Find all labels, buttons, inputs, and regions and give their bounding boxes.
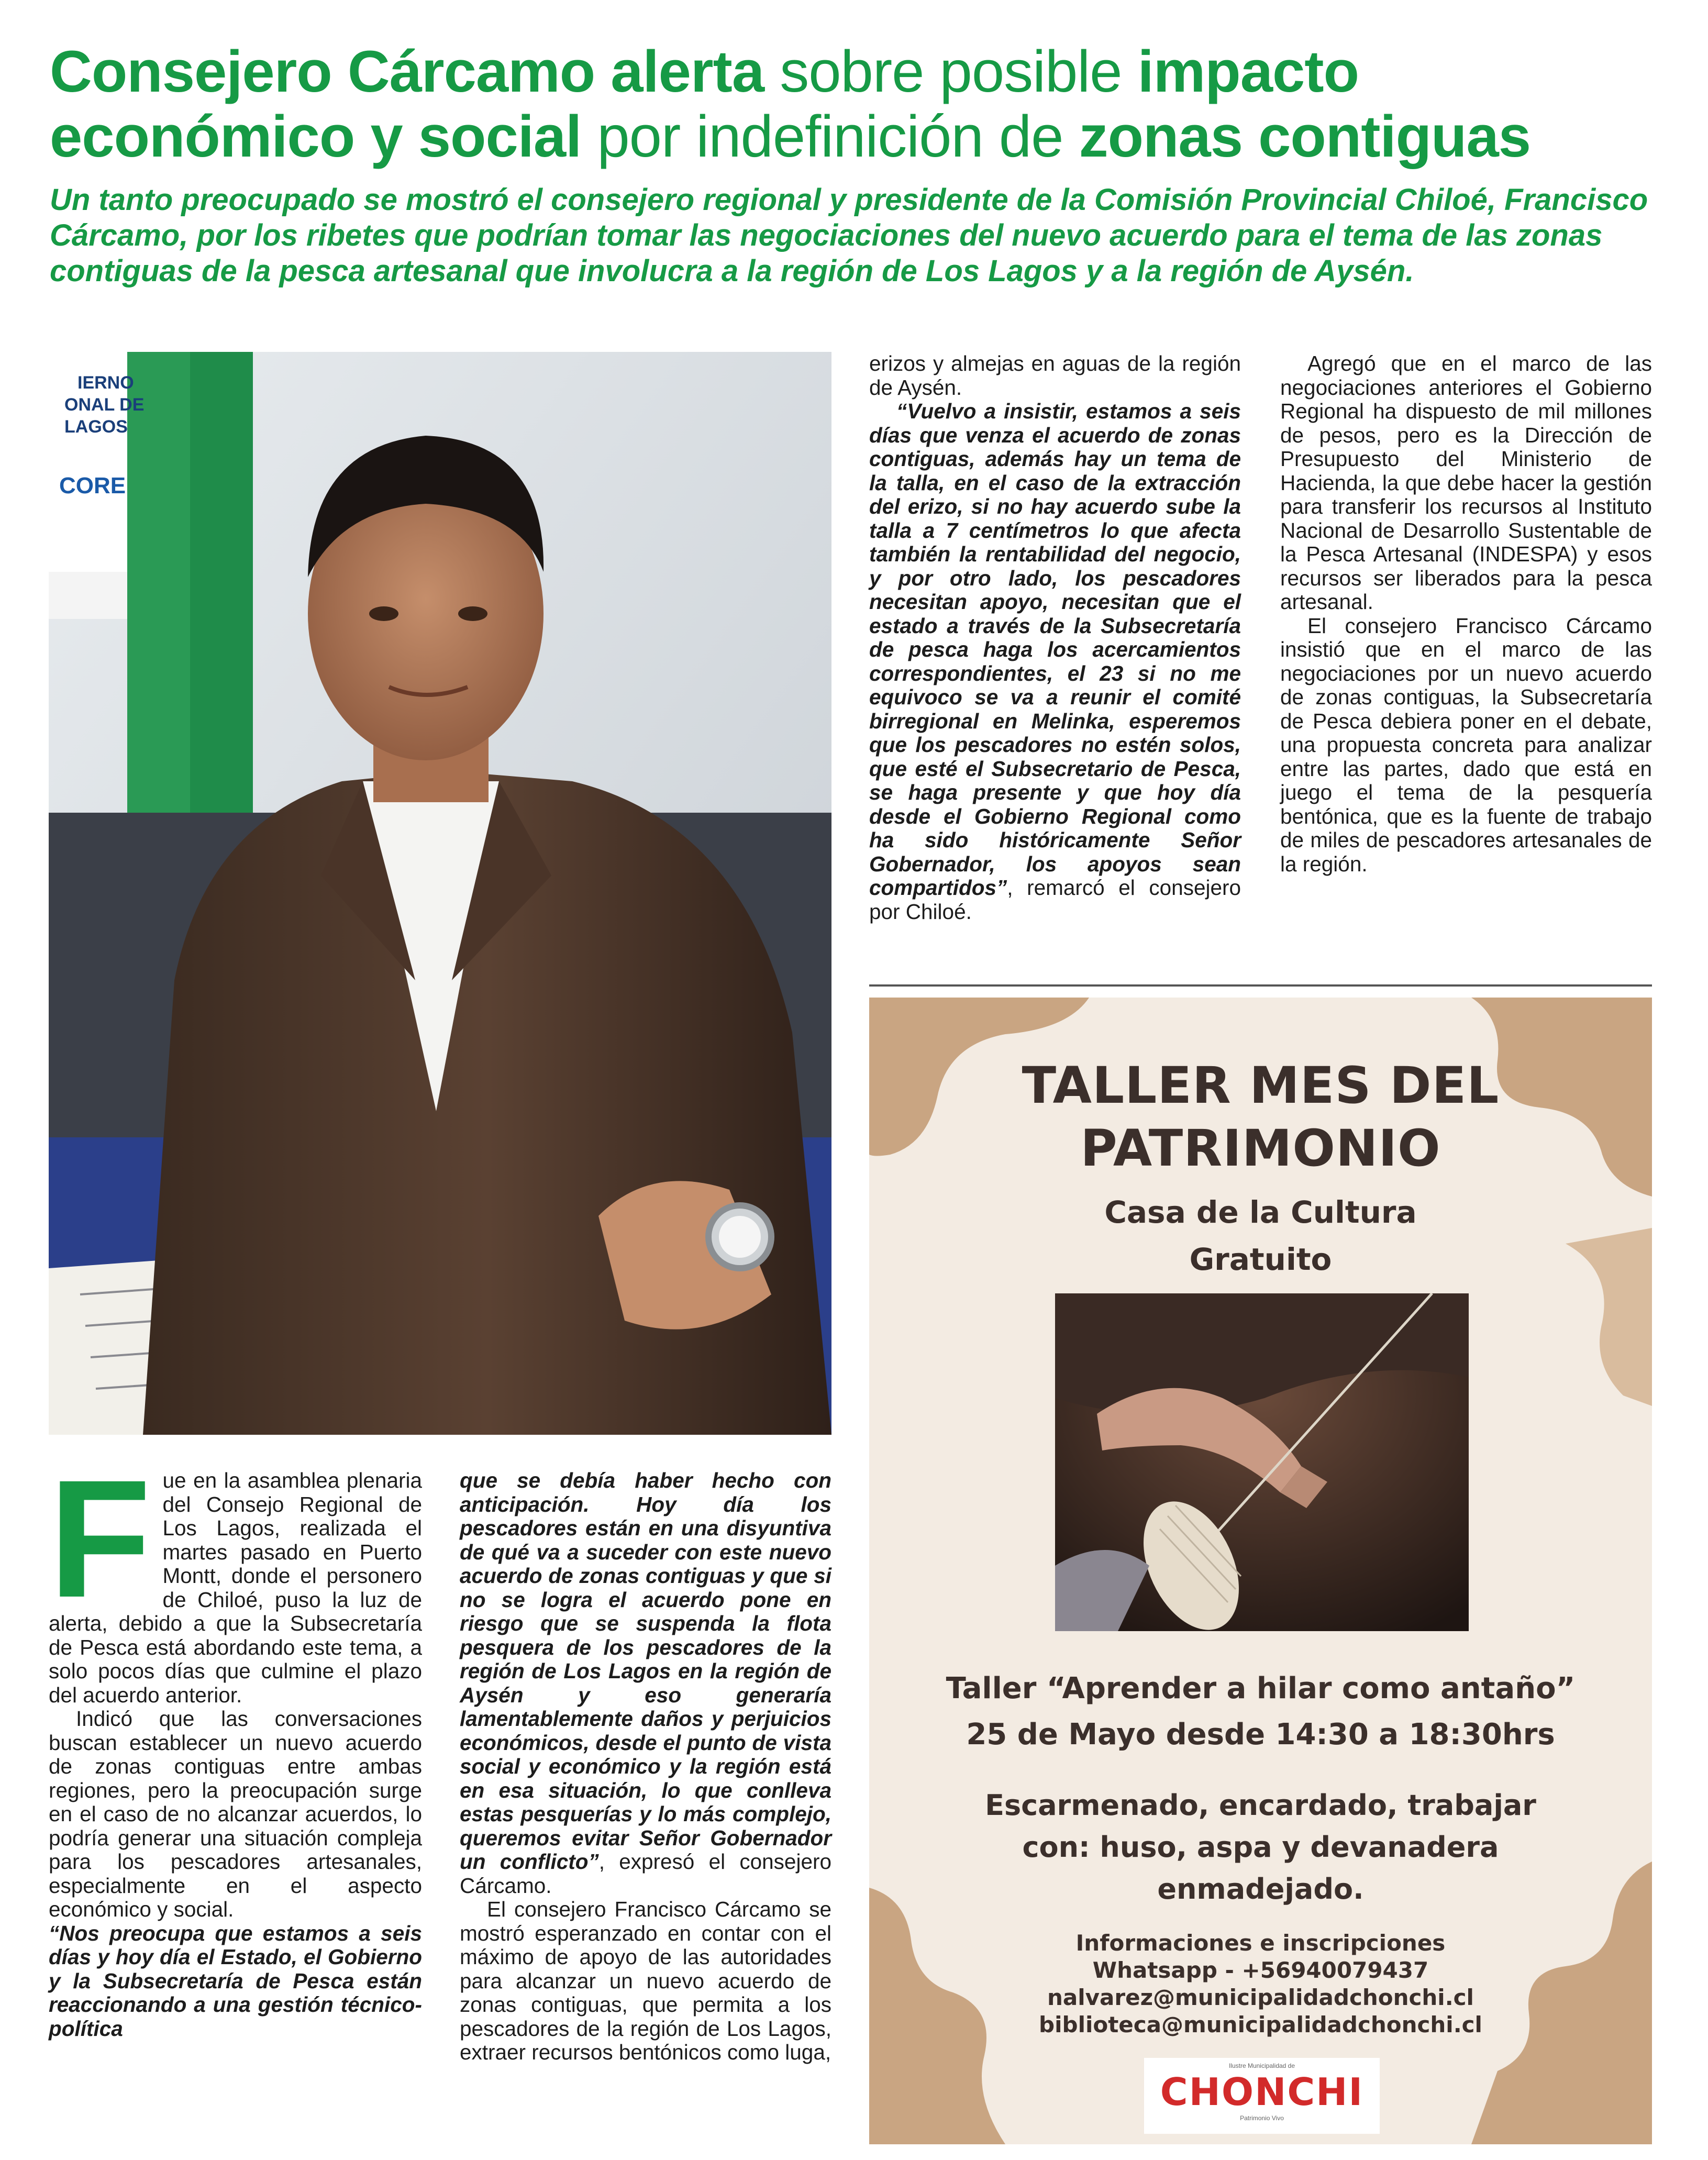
headline-part-3: impacto económico y social bbox=[50, 39, 1359, 169]
poster-topics-line-1: Escarmenado, encardado, trabajar bbox=[985, 1789, 1536, 1822]
col1-paragraph-1: ue en la asamblea plenaria del Consejo Regional de Los Lagos, realizada el martes pasado en Puerto Montt, donde el personero de Chiloé, puso la luz de alerta, debido a que la Subsecretaría de Pesca está abordando este tema, a solo pocos días que culmine el plazo del acuerdo anterior. bbox=[49, 1468, 422, 1707]
headline-part-1: Consejero Cárcamo alerta bbox=[50, 39, 764, 104]
poster-email-1: nalvarez@municipalidadchonchi.cl bbox=[1047, 1985, 1474, 2010]
article-lead: Un tanto preocupado se mostró el consejero regional y presidente de la Comisión Provincial Chiloé, Francisco Cárcamo, por los ribetes que podrían tomar las negociaciones del nuevo acuerdo para el tema de las zonas contiguas de la pesca artesanal que involucra a la región de Los Lagos y a la región de Aysén. bbox=[50, 183, 1648, 288]
poster-workshop-name: Taller “Aprender a hilar como antaño” bbox=[946, 1671, 1576, 1705]
sign-line-2: ONAL DE bbox=[64, 395, 145, 415]
headline-part-5: zonas contiguas bbox=[1079, 104, 1531, 169]
col2-quote: que se debía haber hecho con anticipación. Hoy día los pescadores están en una disyuntiva de qué va a suceder con este nuevo acuerdo de zonas contiguas y que si no se logra el acuerdo pone en riesgo que se suspenda la flota pesquera de los pescadores de la región de Los Lagos en la región de Aysén y eso generaría lamentablemente daños y perjuicios económicos, desde el punto de vista social y económico y la región está en esa situación, lo que conlleva estas pesquerías y lo más complejo, queremos evitar Señor Gobernador un conflicto” bbox=[460, 1468, 831, 1874]
poster-title-line-1: TALLER MES DEL bbox=[1022, 1056, 1500, 1115]
drop-cap: F bbox=[49, 1445, 151, 1632]
spinning-photo bbox=[1055, 1293, 1469, 1631]
article-headline bbox=[50, 39, 1673, 169]
sign-line-1: IERNO bbox=[77, 373, 134, 393]
col1-paragraph-2: Indicó que las conversaciones buscan establecer un nuevo acuerdo de zonas contiguas entre ambas regiones, pero la preocupación surge en el caso de no alcanzar acuerdos, lo podría generar una situación compleja para los pescadores artesanales, especialmente en el aspecto económico y social. bbox=[49, 1707, 422, 1921]
section-divider bbox=[869, 984, 1652, 987]
article-column-3 bbox=[869, 352, 1241, 924]
logo-top-text: Ilustre Municipalidad de bbox=[1228, 2062, 1295, 2069]
col2-quote-attribution: , expresó el consejero Cárcamo. bbox=[460, 1849, 831, 1898]
headline-part-4: por indefinición de bbox=[581, 104, 1079, 169]
poster-contact bbox=[869, 1930, 1652, 2039]
poster-topics bbox=[869, 1785, 1652, 1910]
poster-date: 25 de Mayo desde 14:30 a 18:30hrs bbox=[966, 1718, 1555, 1752]
headline-part-2: sobre posible bbox=[764, 39, 1138, 104]
logo-bottom-text: Patrimonio Vivo bbox=[1240, 2114, 1284, 2122]
sign-core: CORE bbox=[59, 473, 126, 499]
spinning-photo-illustration bbox=[1055, 1293, 1469, 1631]
poster-email-2: biblioteca@municipalidadchonchi.cl bbox=[1039, 2012, 1482, 2037]
col2-paragraph-2: El consejero Francisco Cárcamo se mostró esperanzado en contar con el máximo de apoyo de las autoridades para alcanzar un nuevo acuerdo de zonas contiguas, que permita a los pescadores de la región de Los Lagos, extraer recursos bentónicos como luga, bbox=[460, 1897, 831, 2064]
sign-line-3: LAGOS bbox=[64, 417, 128, 437]
col4-paragraph-1: Agregó que en el marco de las negociaciones anteriores el Gobierno Regional ha dispuesto de mil millones de pesos, pero es la Dirección de Presupuesto del Ministerio de Hacienda, la que debe hacer la gestión para transferir los recursos al Instituto Nacional de Desarrollo Sustentable de la Pesca Artesanal (INDESPA) y esos recursos ser liberados para la pesca artesanal. bbox=[1280, 351, 1652, 614]
article-column-1 bbox=[49, 1445, 422, 2041]
col3-quote: “Vuelvo a insistir, estamos a seis días que venza el acuerdo de zonas contiguas, además hay un tema de la talla, en el caso de la extracción del erizo, si no hay acuerdo sube la talla a 7 centímetros lo que afecta también la rentabilidad del negocio, y por otro lado, los pescadores necesitan apoyo, necesitan que el estado a través de la Subsecretaría de pesca haga los acercamientos correspondientes, el 23 si no me equivoco se va a reunir el comité birregional en Melinka, esperemos que los pescadores no estén solos, que esté el Subsecretario de Pesca, se haga presente y que hoy día desde el Gobierno Regional como ha sido históricamente Señor Gobernador, los apoyos sean compartidos” bbox=[869, 399, 1241, 900]
poster-topics-line-3: enmadejado. bbox=[1157, 1873, 1364, 1906]
col1-quote: “Nos preocupa que estamos a seis días y hoy día el Estado, el Gobierno y la Subsecretaría de Pesca están reaccionando a una gestión técnico-política bbox=[49, 1921, 422, 2041]
logo-name: CHONCHI bbox=[1160, 2070, 1364, 2114]
article-column-2 bbox=[460, 1469, 831, 2065]
poster-venue: Casa de la Cultura bbox=[1104, 1194, 1417, 1230]
poster-title-line-2: PATRIMONIO bbox=[1080, 1119, 1441, 1178]
poster-title bbox=[869, 1054, 1652, 1180]
councillor-photo-illustration bbox=[49, 352, 831, 1435]
workshop-poster bbox=[869, 998, 1652, 2144]
poster-info-heading: Informaciones e inscripciones bbox=[1075, 1930, 1446, 1956]
poster-price: Gratuito bbox=[1189, 1242, 1332, 1277]
col3-paragraph-1: erizos y almejas en aguas de la región de Aysén. bbox=[869, 351, 1241, 400]
councillor-photo bbox=[49, 352, 831, 1435]
chonchi-logo bbox=[1144, 2058, 1380, 2134]
col3-quote-attribution: , remarcó el consejero por Chiloé. bbox=[869, 876, 1241, 924]
article-column-4 bbox=[1280, 352, 1652, 876]
poster-whatsapp: Whatsapp - +56940079437 bbox=[1092, 1957, 1429, 1983]
poster-topics-line-2: con: huso, aspa y devanadera bbox=[1022, 1831, 1499, 1864]
col4-paragraph-2: El consejero Francisco Cárcamo insistió que en el marco de las negociaciones por un nuevo acuerdo de zonas contiguas, la Subsecretaría de Pesca debiera poner en el debate, una propuesta concreta para analizar entre las partes, dado que está en juego el tema de la pesquería bentónica, que es la fuente de trabajo de miles de pescadores artesanales de la región. bbox=[1280, 613, 1652, 876]
